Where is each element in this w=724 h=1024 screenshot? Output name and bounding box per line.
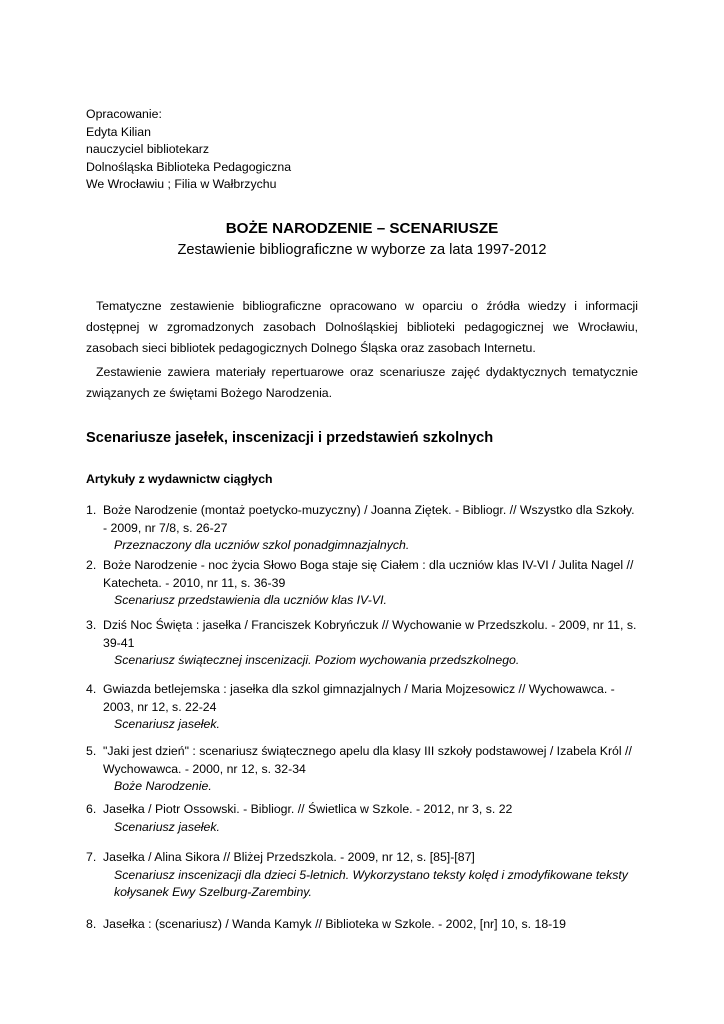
author-line: nauczyciel bibliotekarz <box>86 142 210 156</box>
entry-text-continued: Katecheta. - 2010, nr 11, s. 36-39 <box>103 575 286 590</box>
entry-number: 1. <box>86 503 97 517</box>
bibliography-entry <box>86 849 646 902</box>
entry-text-continued: 2003, nr 12, s. 22-24 <box>103 699 217 714</box>
entry-text: Jasełka : (scenariusz) / Wanda Kamyk // Biblioteka w Szkole. - 2002, [nr] 10, s. 18-19 <box>103 917 566 931</box>
entry-note: kołysanek Ewy Szelburg-Zarembiny. <box>114 885 312 899</box>
entry-note: Boże Narodzenie. <box>114 779 212 793</box>
author-line: We Wrocławiu ; Filia w Wałbrzychu <box>86 177 277 191</box>
document-subtitle: Zestawienie bibliograficzne w wyborze za lata 1997-2012 <box>177 242 547 258</box>
entry-note: Scenariusz inscenizacji dla dzieci 5-letnich. Wykorzystano teksty kolęd i zmodyfikowane teksty <box>114 867 628 882</box>
author-block <box>86 106 291 194</box>
entry-note: Scenariusz przedstawienia dla uczniów klas IV-VI. <box>114 593 387 607</box>
entry-number: 3. <box>86 618 97 632</box>
document-title: BOŻE NARODZENIE – SCENARIUSZE <box>225 220 499 237</box>
author-line: Opracowanie: <box>86 107 162 121</box>
section-heading: Scenariusze jasełek, inscenizacji i przedstawień szkolnych <box>86 430 494 446</box>
bibliography-entry <box>86 502 646 555</box>
entry-number: 5. <box>86 744 97 758</box>
bibliography-entry <box>86 743 646 796</box>
entry-text: Boże Narodzenie - noc życia Słowo Boga staje się Ciałem : dla uczniów klas IV-VI / Julita Nagel // <box>103 558 634 572</box>
entry-text: "Jaki jest dzień" : scenariusz świątecznego apelu dla klasy III szkoły podstawowej / Izabela Król // <box>103 744 632 758</box>
bibliography-entry <box>86 801 646 836</box>
bibliography-entry <box>86 916 646 934</box>
bibliography-entry <box>86 617 646 670</box>
intro-paragraph-2: Zestawienie zawiera materiały repertuarowe oraz scenariusze zajęć dydaktycznych tematycznie związanych ze świętami Bożego Narodzenia. <box>86 365 638 400</box>
entry-number: 7. <box>86 850 97 864</box>
entry-note: Scenariusz jasełek. <box>114 717 220 731</box>
entry-note: Scenariusz świątecznej inscenizacji. Poziom wychowania przedszkolnego. <box>114 653 520 667</box>
author-line: Edyta Kilian <box>86 124 151 139</box>
author-line: Dolnośląska Biblioteka Pedagogiczna <box>86 159 292 174</box>
entry-text: Dziś Noc Święta : jasełka / Franciszek Kobryńczuk // Wychowanie w Przedszkolu. - 2009, nr 11, s. <box>103 618 637 632</box>
entry-text-continued: - 2009, nr 7/8, s. 26-27 <box>103 520 228 535</box>
entry-number: 2. <box>86 558 97 572</box>
entry-text-continued: 39-41 <box>103 635 135 650</box>
intro-paragraph-1: Tematyczne zestawienie bibliograficzne opracowano w oparciu o źródła wiedzy i informacji dostępnej w zgromadzonych zasobach Dolnośląskiej biblioteki pedagogicznej we Wrocławiu, zasobach sieci bibliotek pedagogicznych Dolnego Śląska oraz zasobach Internetu. <box>86 299 638 355</box>
entry-text: Jasełka / Piotr Ossowski. - Bibliogr. // Świetlica w Szkole. - 2012, nr 3, s. 22 <box>103 802 513 816</box>
entry-text: Jasełka / Alina Sikora // Bliżej Przedszkola. - 2009, nr 12, s. [85]-[87] <box>103 850 475 864</box>
bibliography-entry <box>86 557 646 610</box>
entry-text: Gwiazda betlejemska : jasełka dla szkol gimnazjalnych / Maria Mojzesowicz // Wychowawca. - <box>103 682 615 696</box>
entry-note: Scenariusz jasełek. <box>114 819 220 834</box>
entry-text-continued: Wychowawca. - 2000, nr 12, s. 32-34 <box>103 761 306 776</box>
entry-text: Boże Narodzenie (montaż poetycko-muzyczny) / Joanna Ziętek. - Bibliogr. // Wszystko dla Szkoły. <box>103 503 635 517</box>
entry-number: 6. <box>86 802 97 816</box>
bibliography-entry <box>86 681 646 734</box>
entry-number: 4. <box>86 682 97 696</box>
entry-note: Przeznaczony dla uczniów szkol ponadgimnazjalnych. <box>114 538 410 552</box>
subsection-heading: Artykuły z wydawnictw ciągłych <box>86 472 273 486</box>
entry-number: 8. <box>86 917 97 931</box>
